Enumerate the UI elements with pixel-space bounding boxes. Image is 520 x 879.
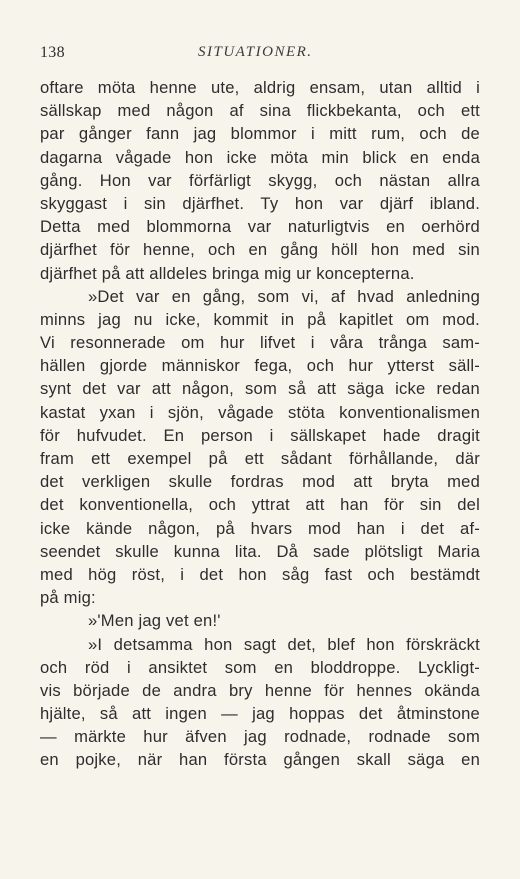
text-line: — märkte hur äfven jag rodnade, rodnade som [40,727,480,747]
text-line: »Det var en gång, som vi, af hvad anledning [88,286,480,306]
text-line: par gånger fann jag blommor i mitt rum, och de [40,124,480,144]
text-line: oftare möta henne ute, aldrig ensam, utan alltid i [40,78,480,97]
text-line: djärfhet på att alldeles bringa mig ur koncepterna. [40,263,415,283]
text-line: fram ett exempel på ett sådant förhållande, där [40,449,480,468]
text-line: Vi resonnerade om hur lifvet i våra trånga sam- [40,333,480,353]
text-line: hjälte, så att ingen — jag hoppas det åtminstone [40,704,480,724]
text-line: med hög röst, i det hon såg fast och bestämdt [40,564,480,584]
text-line: »'Men jag vet en!' [88,611,221,631]
text-line: hällen gjorde människor fega, och hur ytterst säll- [40,356,480,376]
text-line: skyggast i sin djärfhet. Ty hon var djärf ibland. [40,193,480,213]
text-line: sällskap med någon af sina flickbekanta, och ett [40,101,480,121]
text-line: kastat yxan i sjön, vågade stöta konventionalismen [40,402,480,422]
text-line: för hufvudet. En person i sällskapet hade dragit [40,425,480,445]
text-line: »I detsamma hon sagt det, blef hon förskräckt [88,634,480,654]
text-line: gång. Hon var förfärligt skygg, och nästan allra [40,170,480,190]
text-line: synt det var att någon, som så att säga icke redan [40,379,480,399]
text-line: icke kände någon, på hvars mod han i det af- [40,518,480,538]
text-line: det verkligen skulle fordras mod att bryta med [40,472,480,492]
text-line: och röd i ansiktet som en bloddroppe. Lyckligt- [40,657,480,677]
running-title: SITUATIONER. [198,44,313,60]
text-line: en pojke, när han första gången skall säga en [40,750,480,770]
text-line: Detta med blommorna var naturligtvis en oerhörd [40,217,480,237]
page-header [40,44,472,68]
page-number: 138 [40,44,65,61]
text-line: seendet skulle kunna lita. Då sade plötsligt Maria [40,541,480,561]
body-text [40,76,480,772]
text-line: djärfhet för henne, och en gång höll hon med sin [40,240,480,260]
text-line: på mig: [40,588,96,608]
text-line: minns jag nu icke, kommit in på kapitlet om mod. [40,309,480,329]
text-line: vis började de andra bry henne för hennes okända [40,680,480,700]
text-line: det konventionella, och yttrat att han för sin del [40,495,480,515]
text-line: dagarna vågade hon icke möta min blick en enda [40,147,480,167]
